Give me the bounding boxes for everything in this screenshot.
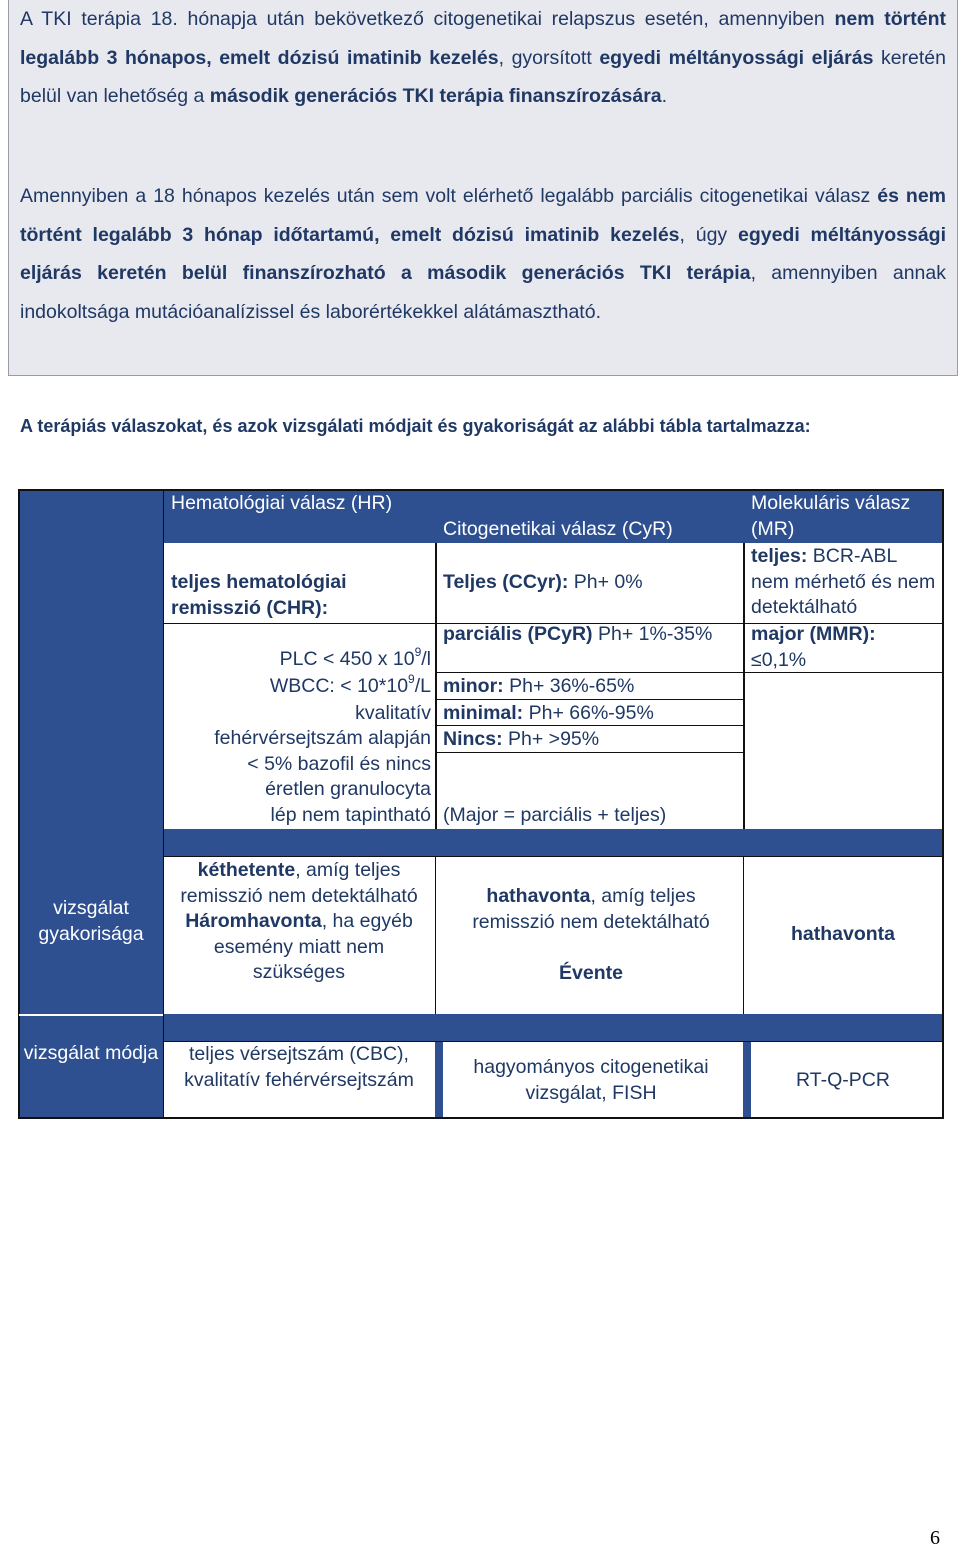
page-number: 6 <box>930 1527 940 1549</box>
hr-criterion: éretlen granulocyta <box>265 778 431 800</box>
paragraph-relapse: A TKI terápia 18. hónapja után bekövetkező citogenetikai relapszus esetén, amennyiben nem történt legalább 3 hónapos, emelt dózisú imatinib kezelés, gyorsított egyedi méltányossági eljárás keretén belül van lehetőség a második generációs TKI terápia finanszírozására. <box>20 8 947 107</box>
cyr-note: (Major = parciális + teljes) <box>443 804 667 826</box>
hr-criterion: < 5% bazofil és nincs <box>247 753 431 775</box>
hr-wbc: WBCC: < $10*10^9/L$ <box>269 671 431 697</box>
row-label-method: vizsgálat módja <box>23 1042 159 1064</box>
mr-complete: teljes: BCR-ABL nem mérhető és nem detektálható <box>751 545 936 618</box>
mr-major: major (MMR): ≤0,1% <box>751 623 876 671</box>
freq-cyr: hathavonta, amíg teljes remisszió nem detektálható Évente <box>472 885 710 984</box>
hr-criterion: fehérvérsejtszám alapján <box>214 727 431 749</box>
separator-strip-1 <box>163 829 943 856</box>
cyr-minor: minor: Ph+ 36%-65% <box>443 675 635 697</box>
header-cyr: Citogenetikai válasz (CyR) <box>443 518 673 540</box>
separator-v-1 <box>435 1041 443 1118</box>
paragraph-18-month: Amennyiben a 18 hónapos kezelés után sem volt elérhető legalább parciális citogenetikai válasz és nem történt legalább 3 hónap időtartamú, emelt dózisú imatinib kezelés, úgy egyedi méltányossági eljárás keretén belül finanszírozható a második generációs TKI terápia, amennyiben annak indokoltsága mutációanalízissel és laborértékekkel alátámasztható. <box>20 185 947 323</box>
separator-strip-2 <box>163 1014 943 1041</box>
hr-plc: PLC < 450 x $10^9/l$ <box>279 644 431 670</box>
header-hr: Hematológiai válasz (HR) <box>171 492 393 514</box>
method-cyr: hagyományos citogenetikai vizsgálat, FISH <box>473 1056 709 1104</box>
cyr-partial: parciális (PCyR) Ph+ 1%-35% <box>443 623 713 645</box>
cyr-none: Nincs: Ph+ >95% <box>443 728 600 750</box>
freq-mr: hathavonta <box>790 923 895 945</box>
method-mr: RT-Q-PCR <box>796 1069 890 1091</box>
table-heading: A terápiás válaszokat, és azok vizsgálati módjait és gyakoriságát az alábbi tábla tartalmazza: <box>20 416 811 436</box>
cyr-minimal: minimal: Ph+ 66%-95% <box>443 702 654 724</box>
cyr-complete: Teljes (CCyr): Ph+ 0% <box>443 571 643 593</box>
hr-criterion: lép nem tapintható <box>270 804 431 826</box>
method-hr: teljes vérsejtszám (CBC), kvalitatív fehérvérsejtszám <box>184 1043 414 1091</box>
left-label-column <box>19 490 163 1118</box>
hr-criterion: kvalitatív <box>355 702 431 724</box>
freq-hr: kéthetente, amíg teljes remisszió nem detektálható Háromhavonta, ha egyéb esemény miatt nem szükséges <box>180 859 418 983</box>
header-mr: Molekuláris válasz (MR) <box>751 492 911 540</box>
row-label-frequency: vizsgálat gyakorisága <box>38 897 144 945</box>
chr-label: teljes hematológiai remisszió (CHR): <box>171 571 347 619</box>
